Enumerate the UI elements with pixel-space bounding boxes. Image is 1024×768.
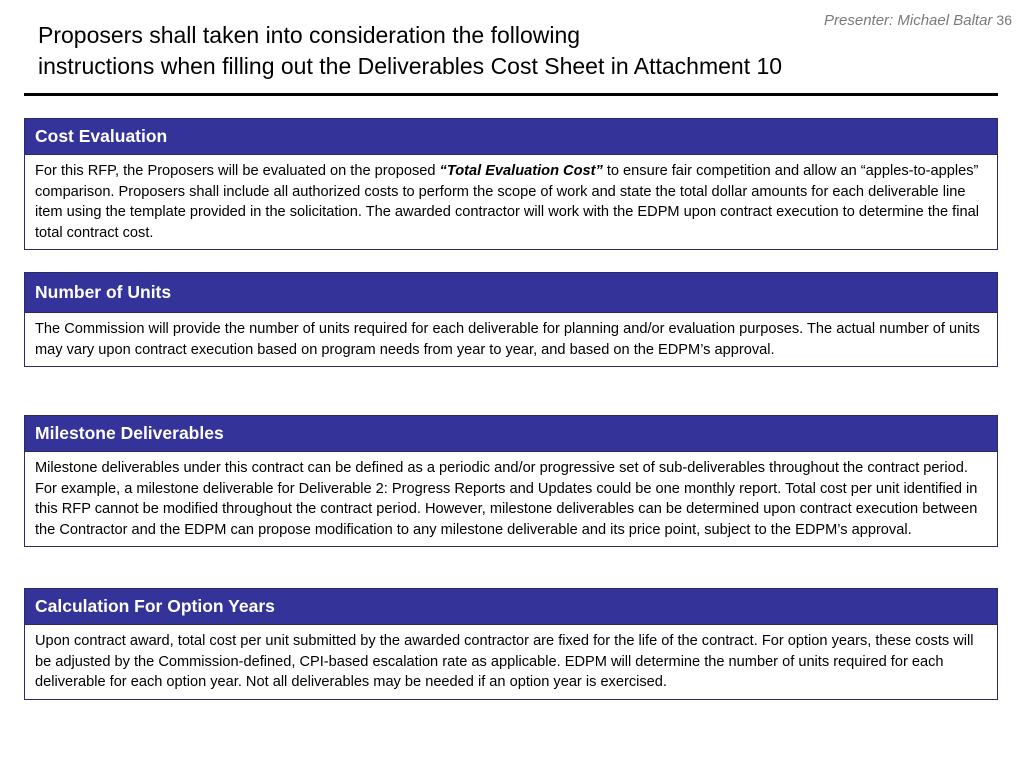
- option-years-section: [24, 588, 998, 700]
- cost-evaluation-text-start: For this RFP, the Proposers will be evaluated on the proposed: [35, 163, 440, 179]
- cost-evaluation-section: [24, 118, 998, 250]
- milestone-deliverables-heading: Milestone Deliverables: [25, 416, 997, 452]
- number-of-units-section: [24, 272, 998, 367]
- cost-evaluation-heading: Cost Evaluation: [25, 119, 997, 155]
- number-of-units-body: The Commission will provide the number of units required for each deliverable for planning and/or evaluation purposes. The actual number of units may vary upon contract execution based on program needs from year to year, and based on the EDPM’s approval.: [35, 321, 980, 358]
- page-number: 36: [996, 12, 1012, 28]
- title-divider: [24, 93, 998, 96]
- total-evaluation-cost-emphasis: “Total Evaluation Cost”: [439, 163, 603, 179]
- option-years-heading: Calculation For Option Years: [25, 589, 997, 625]
- cost-evaluation-text-end: to ensure fair competition and allow an “apples-to-apples” comparison. Proposers shall include all authorized costs to perform the scope of work and state the total dollar amounts for each deliverable line item using the template provided in the solicitation. The awarded contractor will work with the EDPM upon contract execution to determine the final total contract cost.: [35, 163, 979, 241]
- slide-title-line-2: instructions when filling out the Deliverables Cost Sheet in Attachment 10: [38, 53, 783, 79]
- slide-title-line-1: Proposers shall taken into consideration the following: [38, 22, 581, 48]
- milestone-deliverables-body: Milestone deliverables under this contract can be defined as a periodic and/or progressive set of sub-deliverables throughout the contract period. For example, a milestone deliverable for Deliverable 2: Progress Reports and Updates could be one monthly report. Total cost per unit identified in this RFP cannot be modified throughout the contract period. However, milestone deliverables can be determined upon contract execution between the Contractor and the EDPM can propose modification to any milestone deliverable and its price point, subject to the EDPM’s approval.: [35, 460, 978, 538]
- milestone-deliverables-section: [24, 415, 998, 547]
- presenter-name: Presenter: Michael Baltar: [824, 12, 993, 29]
- cost-evaluation-body: [25, 155, 997, 249]
- slide-title: [38, 20, 918, 82]
- number-of-units-heading: Number of Units: [25, 273, 997, 313]
- option-years-body: Upon contract award, total cost per unit submitted by the awarded contractor are fixed for the life of the contract. For option years, these costs will be adjusted by the Commission-defined, CPI-based escalation rate as applicable. EDPM will determine the number of units required for each deliverable for each option year. Not all deliverables may be needed if an option year is exercised.: [35, 633, 974, 691]
